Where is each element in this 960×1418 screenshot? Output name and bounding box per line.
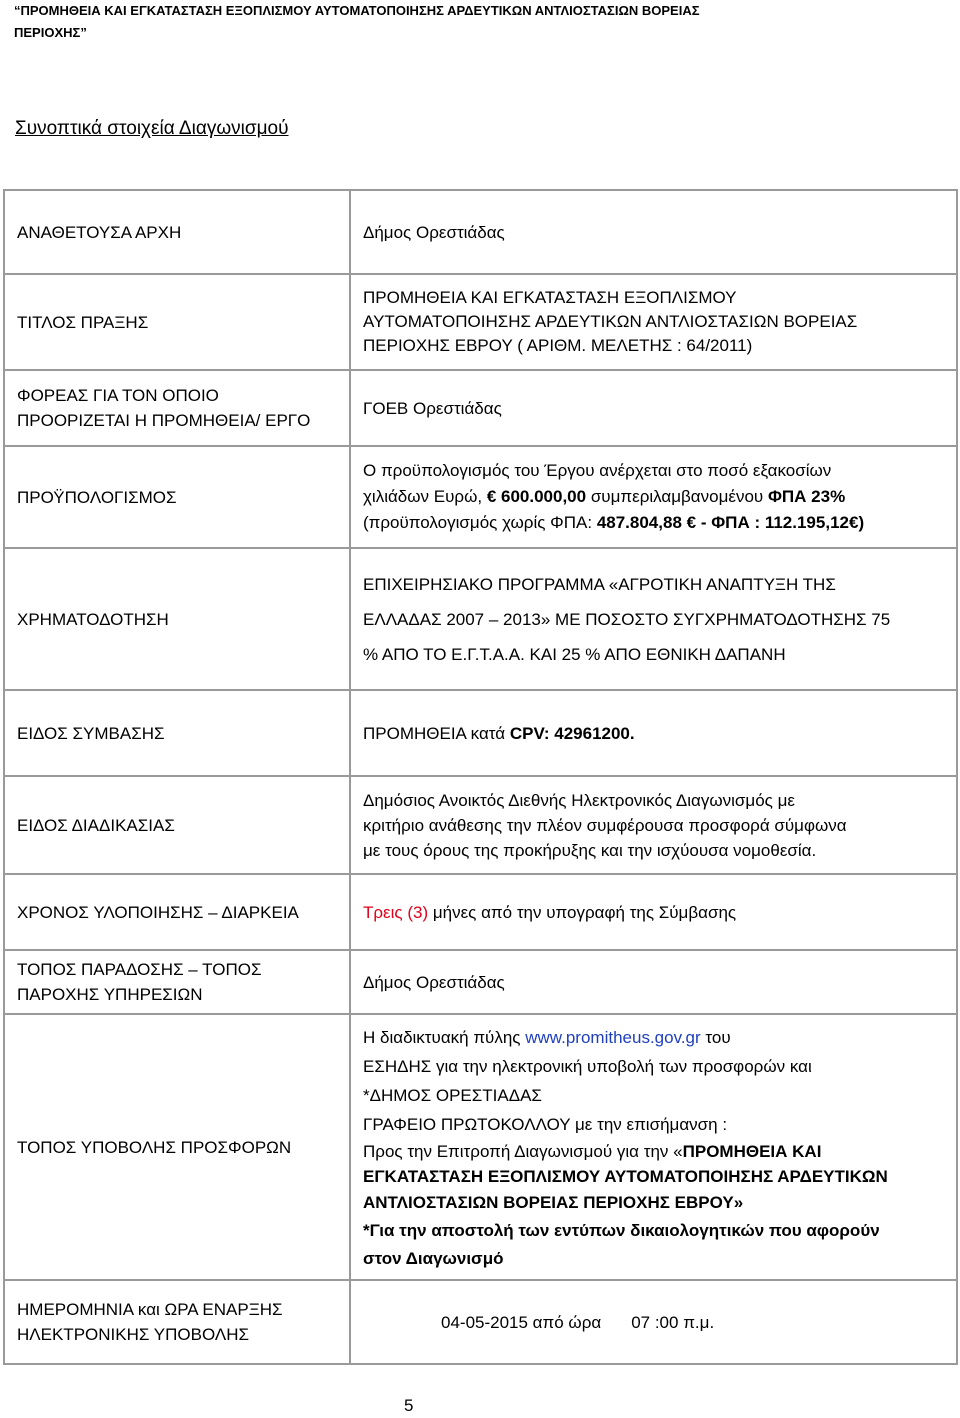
table-row-body: [4, 370, 957, 446]
table-row-funding: [4, 548, 957, 690]
document-header: [14, 0, 944, 44]
label-authority: ΑΝΑΘΕΤΟΥΣΑ ΑΡΧΗ: [4, 190, 350, 274]
header-line-2: ΠΕΡΙΟΧΗΣ”: [14, 25, 87, 40]
label-start: ΗΜΕΡΟΜΗΝΙΑ και ΩΡΑ ΕΝΑΡΞΗΣ ΗΛΕΚΤΡΟΝΙΚΗΣ ΥΠΟΒΟΛΗΣ: [4, 1280, 350, 1364]
page-number: 5: [404, 1396, 414, 1415]
tender-summary-table: [3, 189, 958, 1365]
table-row-budget: [4, 446, 957, 548]
label-procedure: ΕΙΔΟΣ ΔΙΑΔΙΚΑΣΙΑΣ: [4, 776, 350, 874]
table-row-duration: [4, 874, 957, 950]
value-budget: Ο προϋπολογισμός του Έργου ανέρχεται στο ποσό εξακοσίων χιλιάδων Ευρώ, € 600.000,00 συμπεριλαμβανομένου ΦΠΑ 23% (προϋπολογισμός χωρίς ΦΠΑ: 487.804,88 € - ΦΠΑ : 112.195,12€): [350, 446, 957, 548]
value-authority: Δήμος Ορεστιάδας: [350, 190, 957, 274]
label-contract-type: ΕΙΔΟΣ ΣΥΜΒΑΣΗΣ: [4, 690, 350, 776]
label-delivery: ΤΟΠΟΣ ΠΑΡΑΔΟΣΗΣ – ΤΟΠΟΣ ΠΑΡΟΧΗΣ ΥΠΗΡΕΣΙΩΝ: [4, 950, 350, 1014]
table-row-contract-type: [4, 690, 957, 776]
header-line-1: “ΠΡΟΜΗΘΕΙΑ ΚΑΙ ΕΓΚΑΤΑΣΤΑΣΗ ΕΞΟΠΛΙΣΜΟΥ ΑΥΤΟΜΑΤΟΠΟΙΗΣΗΣ ΑΡΔΕΥΤΙΚΩΝ ΑΝΤΛΙΟΣΤΑΣΙΩΝ ΒΟΡΕΙΑΣ: [14, 3, 700, 18]
value-duration: Τρεις (3) μήνες από την υπογραφή της Σύμβασης: [350, 874, 957, 950]
value-start: 04-05-2015 από ώρα 07 :00 π.μ.: [350, 1280, 957, 1364]
value-contract-type: ΠΡΟΜΗΘΕΙΑ κατά CPV: 42961200.: [350, 690, 957, 776]
label-duration: ΧΡΟΝΟΣ ΥΛΟΠΟΙΗΣΗΣ – ΔΙΑΡΚΕΙΑ: [4, 874, 350, 950]
value-title: ΠΡΟΜΗΘΕΙΑ ΚΑΙ ΕΓΚΑΤΑΣΤΑΣΗ ΕΞΟΠΛΙΣΜΟΥ ΑΥΤΟΜΑΤΟΠΟΙΗΣΗΣ ΑΡΔΕΥΤΙΚΩΝ ΑΝΤΛΙΟΣΤΑΣΙΩΝ ΒΟΡΕΙΑΣ ΠΕΡΙΟΧΗΣ ΕΒΡΟΥ ( ΑΡΙΘΜ. ΜΕΛΕΤΗΣ : 64/2011): [350, 274, 957, 370]
table-row-submission: [4, 1014, 957, 1280]
table-row-authority: [4, 190, 957, 274]
value-funding: ΕΠΙΧΕΙΡΗΣΙΑΚΟ ΠΡΟΓΡΑΜΜΑ «ΑΓΡΟΤΙΚΗ ΑΝΑΠΤΥΞΗ ΤΗΣ ΕΛΛΑΔΑΣ 2007 – 2013» ΜΕ ΠΟΣΟΣΤΟ ΣΥΓΧΡΗΜΑΤΟΔΟΤΗΣΗΣ 75 % ΑΠΟ ΤΟ Ε.Γ.Τ.Α.Α. ΚΑΙ 25 % ΑΠΟ ΕΘΝΙΚΗ ΔΑΠΑΝΗ: [350, 548, 957, 690]
label-submission: ΤΟΠΟΣ ΥΠΟΒΟΛΗΣ ΠΡΟΣΦΟΡΩΝ: [4, 1014, 350, 1280]
value-procedure: Δημόσιος Ανοικτός Διεθνής Ηλεκτρονικός Διαγωνισμός με κριτήριο ανάθεσης την πλέον συμφέρουσα προσφορά σύμφωνα με τους όρους της προκήρυξης και την ισχύουσα νομοθεσία.: [350, 776, 957, 874]
promitheus-link[interactable]: www.promitheus.gov.gr: [525, 1027, 701, 1047]
label-body: ΦΟΡΕΑΣ ΓΙΑ ΤΟΝ ΟΠΟΙΟ ΠΡΟΟΡΙΖΕΤΑΙ Η ΠΡΟΜΗΘΕΙΑ/ ΕΡΓΟ: [4, 370, 350, 446]
label-budget: ΠΡΟΫΠΟΛΟΓΙΣΜΟΣ: [4, 446, 350, 548]
label-title: ΤΙΤΛΟΣ ΠΡΑΞΗΣ: [4, 274, 350, 370]
table-row-delivery: [4, 950, 957, 1014]
label-funding: ΧΡΗΜΑΤΟΔΟΤΗΣΗ: [4, 548, 350, 690]
table-row-procedure: [4, 776, 957, 874]
table-row-title: [4, 274, 957, 370]
summary-title: Συνοπτικά στοιχεία Διαγωνισμού: [15, 118, 289, 139]
table-row-start: [4, 1280, 957, 1364]
value-body: ΓΟΕΒ Ορεστιάδας: [350, 370, 957, 446]
value-submission: Η διαδικτυακή πύλης www.promitheus.gov.gr του ΕΣΗΔΗΣ για την ηλεκτρονική υποβολή των προσφορών και *ΔΗΜΟΣ ΟΡΕΣΤΙΑΔΑΣ ΓΡΑΦΕΙΟ ΠΡΩΤΟΚΟΛΛΟΥ με την επισήμανση : Προς την Επιτροπή Διαγωνισμού για την «ΠΡΟΜΗΘΕΙΑ ΚΑΙ ΕΓΚΑΤΑΣΤΑΣΗ ΕΞΟΠΛΙΣΜΟΥ ΑΥΤΟΜΑΤΟΠΟΙΗΣΗΣ ΑΡΔΕΥΤΙΚΩΝ ΑΝΤΛΙΟΣΤΑΣΙΩΝ ΒΟΡΕΙΑΣ ΠΕΡΙΟΧΗΣ ΕΒΡΟΥ» *Για την αποστολή των εντύπων δικαιολογητικών που αφορούν στον Διαγωνισμό: [350, 1014, 957, 1280]
value-delivery: Δήμος Ορεστιάδας: [350, 950, 957, 1014]
